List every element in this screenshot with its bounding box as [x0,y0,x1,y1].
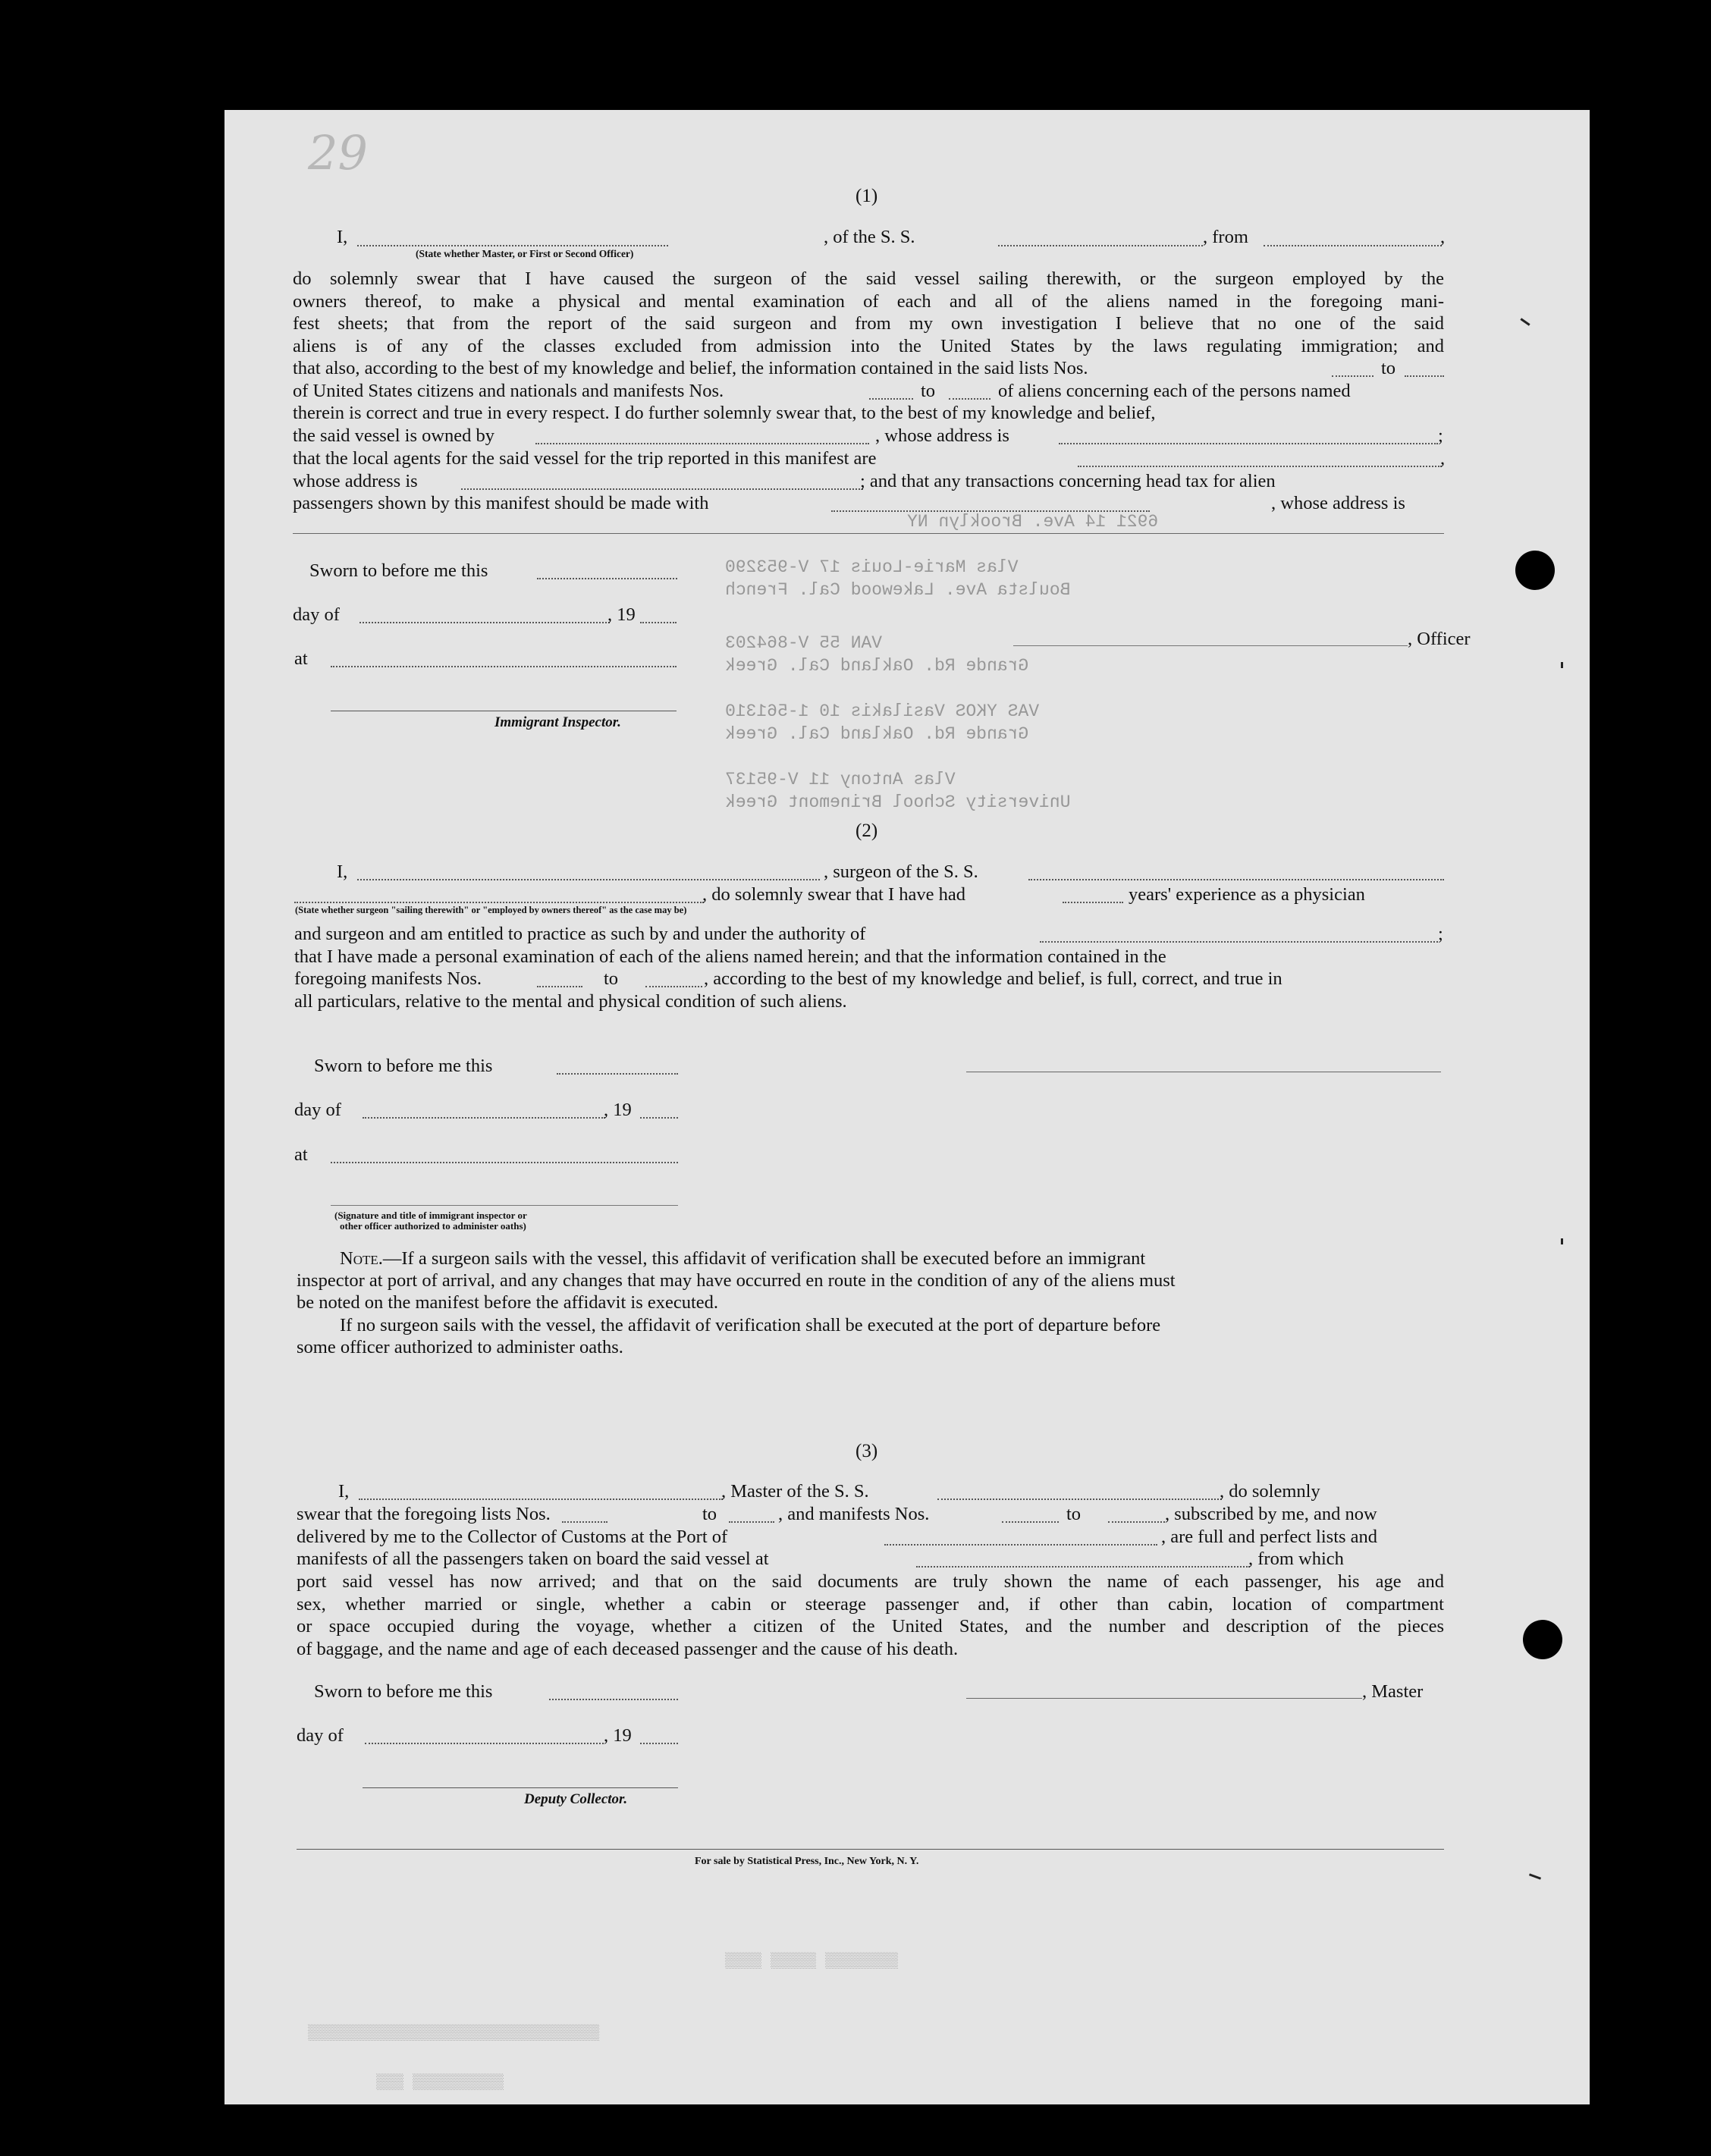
s2-authority-text: and surgeon and am entitled to practice as such by and under the authority of [294,924,866,944]
s3-day-of: day of [297,1725,344,1746]
bleed-through-line: Grande Rd. Oakland Cal. Greek [725,656,1029,676]
s2-day-field[interactable] [363,1117,605,1119]
s1-lists-text: that also, according to the best of my knowledge and belief, the information contained in the said lists Nos. [293,358,1088,378]
s2-note-line [340,1247,1145,1270]
s3-perfect-lists: , are full and perfect lists and [1161,1527,1378,1547]
bottom-bleed-mark: ▒▒▒▒▒▒▒▒▒▒ ▒▒▒ [376,2074,504,2092]
s1-pass-address: , whose address is [1271,493,1405,513]
s3-lists-to-field[interactable] [729,1521,774,1523]
s3-master-label: , Master [1362,1681,1424,1702]
s3-subscribed: , subscribed by me, and now [1165,1504,1377,1524]
s3-i: I, [338,1481,350,1502]
pencil-page-number: 29 [308,125,368,180]
s3-manif-to-field[interactable] [1108,1521,1165,1523]
s3-manif-from-field[interactable] [1002,1521,1059,1523]
s1-pass-text: passengers shown by this manifest should be made with [293,493,709,513]
s1-i: I, [337,227,348,247]
s3-manif-to: to [1066,1504,1082,1524]
s3-para-line: sex, whether married or single, whether a cabin or steerage passenger and, if other than cabin, location of compartment [297,1593,1444,1615]
s2-note-text: —If a surgeon sails with the vessel, this affidavit of verification shall be executed before an immigrant [382,1248,1146,1269]
s2-vessel-field[interactable] [1028,879,1444,880]
s3-port-field[interactable] [884,1544,1157,1546]
printer-footer: For sale by Statistical Press, Inc., New York, N. Y. [695,1856,919,1867]
s1-officer-note: (State whether Master, or First or Second Officer) [416,248,634,259]
s2-manif-to-field[interactable] [645,986,702,987]
s3-lists-text: swear that the foregoing lists Nos. [297,1504,551,1524]
s2-note-line-4: If no surgeon sails with the vessel, the affidavit of verification shall be executed at the port of departure before [340,1315,1161,1335]
s2-surgeon-of-ss: , surgeon of the S. S. [824,861,978,882]
s2-at: at [294,1144,308,1165]
s2-at-field[interactable] [331,1162,678,1163]
s3-deputy-label: Deputy Collector. [524,1791,628,1807]
s2-manif-to: to [604,968,619,989]
s1-vessel-field[interactable] [998,245,1203,246]
s1-manif-to: to [921,381,936,401]
s1-manif-rest: of aliens concerning each of the persons named [998,381,1351,401]
bleed-through-line: Boulsta Ave. Lakewood Cal. French [725,580,1071,600]
s1-manif-to-field[interactable] [949,398,990,400]
s1-agents-text: that the local agents for the said vessel for the trip reported in this manifest are [293,448,877,469]
bleed-through-line: Vlas Antony 11 V-95137 [725,770,956,789]
edge-mark [1529,1873,1541,1879]
section-1-number: (1) [856,186,878,206]
s3-year: , 19 [604,1725,632,1746]
s2-surgeon-note: (State whether surgeon "sailing therewith" or "employed by owners thereof" as the case may be) [295,905,687,915]
bleed-through-line: University School Brinemont Greek [725,792,1071,812]
s3-port-text: delivered by me to the Collector of Customs at the Port of [297,1527,728,1547]
s3-vessel-field[interactable] [937,1499,1222,1500]
s1-agents-field[interactable] [1078,466,1442,467]
s1-from-field[interactable] [1264,245,1442,246]
s2-manif-from-field[interactable] [537,986,582,987]
s1-manif-from-field[interactable] [869,398,913,400]
s1-paragraph [293,268,1444,357]
s2-manif-text: foregoing manifests Nos. [294,968,482,989]
s1-officer-label: , Officer [1408,629,1471,649]
s1-owned-text: the said vessel is owned by [293,425,495,446]
s1-para-line: do solemnly swear that I have caused the surgeon of the said vessel sailing therewith, or the surgeon employed by the [293,268,1444,289]
s3-taken-text: manifests of all the passengers taken on board the said vessel at [297,1549,769,1569]
s2-sworn: Sworn to before me this [314,1056,493,1076]
s3-master-signature-line[interactable] [966,1698,1362,1699]
s3-sworn-field[interactable] [549,1699,678,1700]
s2-surgeon-name-field[interactable] [357,879,820,880]
s1-address-line [293,533,1444,534]
section-2-number: (2) [856,821,878,841]
s1-para-line: aliens is of any of the classes excluded from admission into the United States by the laws regulating immigration; and [293,335,1444,356]
section-3-number: (3) [856,1441,878,1461]
s3-from-which: , from which [1248,1549,1344,1569]
s1-addr-text: whose address is [293,471,418,491]
s1-owner-field[interactable] [535,443,869,444]
s1-addr-rest: ; and that any transactions concerning head tax for alien [860,471,1276,491]
s1-year-field[interactable] [640,622,677,623]
s2-status-field[interactable] [294,902,704,903]
s3-sworn: Sworn to before me this [314,1681,493,1702]
s3-embark-port-field[interactable] [916,1566,1250,1568]
s2-years-text: years' experience as a physician [1129,884,1365,905]
s3-para-line: port said vessel has now arrived; and that on the said documents are truly shown the name of each passenger, his age and [297,1571,1444,1592]
s3-lists-to: to [702,1504,717,1524]
s2-examination-text: that I have made a personal examination of each of the aliens named herein; and that the information contained in the [294,946,1166,967]
edge-mark [1561,1238,1563,1244]
s2-authority-field[interactable] [1040,941,1438,943]
s1-at: at [294,648,308,669]
s2-note-line-5: some officer authorized to administer oaths. [297,1337,623,1357]
bleed-through-line: Grande Rd. Oakland Cal. Greek [725,724,1029,744]
s2-day-of: day of [294,1100,341,1120]
bleed-through-line: 6921 14 Ave. Brooklyn NY [907,512,1159,532]
s1-agents-end: , [1440,448,1446,469]
s2-note-label: Note. [340,1248,383,1269]
s2-year-field[interactable] [640,1117,678,1119]
punch-hole [1523,1620,1562,1659]
s1-lists-from-field[interactable] [1332,375,1374,377]
s2-note-line-2: inspector at port of arrival, and any changes that may have occurred en route in the condition of any of the aliens must [297,1270,1176,1291]
punch-hole [1515,551,1555,590]
bottom-bleed-mark: ▒▒▒▒▒▒▒▒▒▒▒▒▒▒▒▒▒▒▒▒▒▒▒▒▒▒▒▒▒▒▒▒ [308,2025,600,2042]
s1-year: , 19 [607,604,636,625]
s1-agents-address-field[interactable] [461,488,863,490]
s3-master-of-ss: , Master of the S. S. [721,1481,869,1502]
s3-para-line: of baggage, and the name and age of each deceased passenger and the cause of his death. [297,1638,959,1659]
s1-owned-address: , whose address is [875,425,1009,446]
s2-particulars-text: all particulars, relative to the mental and physical condition of such aliens. [294,991,847,1012]
s2-signature-line[interactable] [331,1205,678,1206]
s3-day-field[interactable] [365,1743,604,1744]
s1-manif-text: of United States citizens and nationals and manifests Nos. [293,381,724,401]
edge-mark [1520,318,1530,325]
s2-year: , 19 [604,1100,632,1120]
s3-year-field[interactable] [640,1743,678,1744]
footer-rule [297,1849,1444,1850]
s3-manif-text: , and manifests Nos. [778,1504,930,1524]
s1-correct-text: therein is correct and true in every respect. I do further solemnly swear that, to the best of my knowledge and belief, [293,403,1156,423]
bleed-through-line: VAS YKOS Vasilakis 10 1-561310 [725,701,1040,721]
s3-paragraph [297,1571,1444,1660]
bleed-through-line: VAN 55 V-864203 [725,633,883,653]
s1-officer-signature-line[interactable] [1013,645,1408,646]
s1-name-field[interactable] [357,245,668,246]
s2-sig-note-1: (Signature and title of immigrant inspector or [334,1210,527,1221]
s2-sig-note-2: other officer authorized to administer oaths) [340,1220,526,1232]
s1-inspector-label: Immigrant Inspector. [494,714,621,730]
s1-day-field[interactable] [359,622,610,623]
s1-lists-to: to [1381,358,1396,378]
s2-i: I, [337,861,348,882]
s1-end: , [1440,227,1446,247]
s1-owned-end: ; [1438,425,1443,446]
bleed-through-line: Vlas Marie-Louis 17 V-953290 [725,557,1019,577]
s1-owner-address-field[interactable] [1059,443,1438,444]
s1-sworn: Sworn to before me this [309,560,488,581]
s2-manif-rest: , according to the best of my knowledge and belief, is full, correct, and true in [704,968,1282,989]
s3-swear: , do solemnly [1220,1481,1320,1502]
s1-sworn-field[interactable] [537,578,677,579]
s3-master-name-field[interactable] [359,1499,723,1500]
s2-note-line-3: be noted on the manifest before the affidavit is executed. [297,1292,719,1313]
s3-para-line: or space occupied during the voyage, whether a citizen of the United States, and the number and description of the pieces [297,1616,1444,1637]
s3-lists-from-field[interactable] [562,1521,607,1523]
s2-sworn-field[interactable] [557,1073,678,1075]
s1-para-line: fest sheets; that from the report of the said surgeon and from my own investigation I believe that no one of the said [293,313,1444,334]
s1-at-field[interactable] [331,666,677,667]
s2-authority-end: ; [1438,924,1443,944]
bottom-bleed-mark: ▒▒▒▒▒▒▒▒ ▒▒▒▒▒ ▒▒▒▒ [725,1953,899,1970]
s2-years-field[interactable] [1063,902,1123,903]
s1-from: , from [1203,227,1248,247]
s3-deputy-signature-line[interactable] [363,1787,678,1788]
s1-lists-to-field[interactable] [1405,375,1444,377]
manifest-verification-page [224,110,1590,2104]
edge-mark [1561,662,1563,668]
s1-para-line: owners thereof, to make a physical and mental examination of each and all of the aliens named in the foregoing mani- [293,290,1444,312]
s1-of-ss: , of the S. S. [824,227,915,247]
s1-day-of: day of [293,604,340,625]
s2-swear-text: , do solemnly swear that I have had [702,884,965,905]
